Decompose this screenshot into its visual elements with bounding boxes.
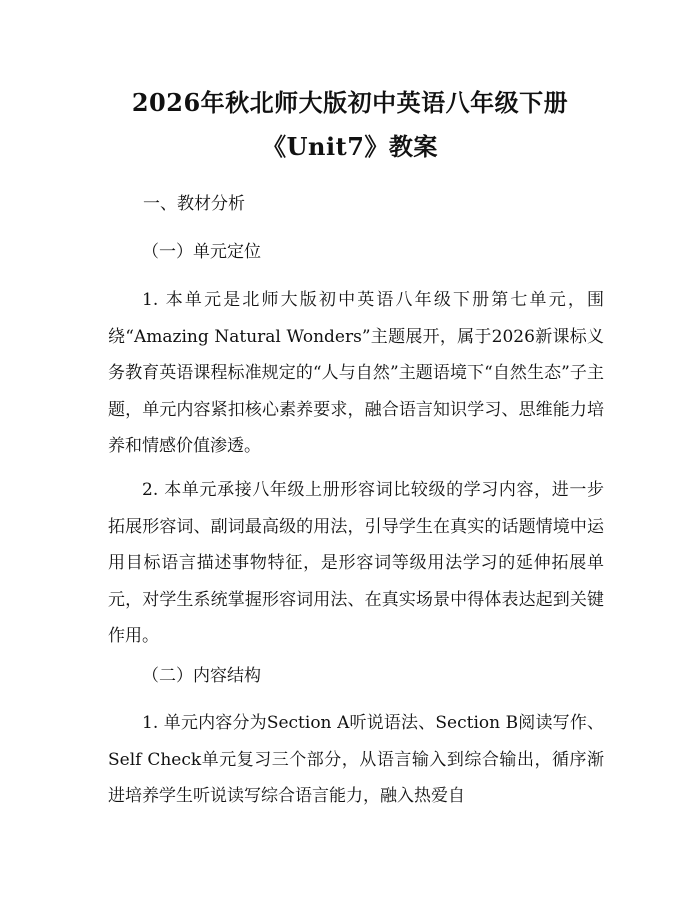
document-title-line-2: 《Unit7》教案 [262, 132, 438, 161]
subsection-heading-unit-positioning: （一）单元定位 [142, 242, 261, 262]
paragraph-unit-positioning-1: 1. 本单元是北师大版初中英语八年级下册第七单元，围绕“Amazing Natural Wonders”主题展开，属于2026新课标义务教育英语课程标准规定的“人与自然”主题语境下“自然生态”子主题，单元内容紧扣核心素养要求，融合语言知识学习、思维能力培养和情感价值渗透。 [108, 290, 604, 456]
document-title-line-1: 2026年秋北师大版初中英语八年级下册 [131, 88, 569, 117]
section-heading-textbook-analysis: 一、教材分析 [143, 194, 245, 214]
paragraph-unit-positioning-2: 2. 本单元承接八年级上册形容词比较级的学习内容，进一步拓展形容词、副词最高级的用法，引导学生在真实的话题情境中运用目标语言描述事物特征，是形容词等级用法学习的延伸拓展单元，对学生系统掌握形容词用法、在真实场景中得体表达起到关键作用。 [108, 480, 604, 646]
subsection-heading-content-structure: （二）内容结构 [142, 666, 261, 686]
paragraph-content-structure-1: 1. 单元内容分为Section A听说语法、Section B阅读写作、Self Check单元复习三个部分，从语言输入到综合输出，循序渐进培养学生听说读写综合语言能力，融入热爱自 [108, 713, 604, 806]
